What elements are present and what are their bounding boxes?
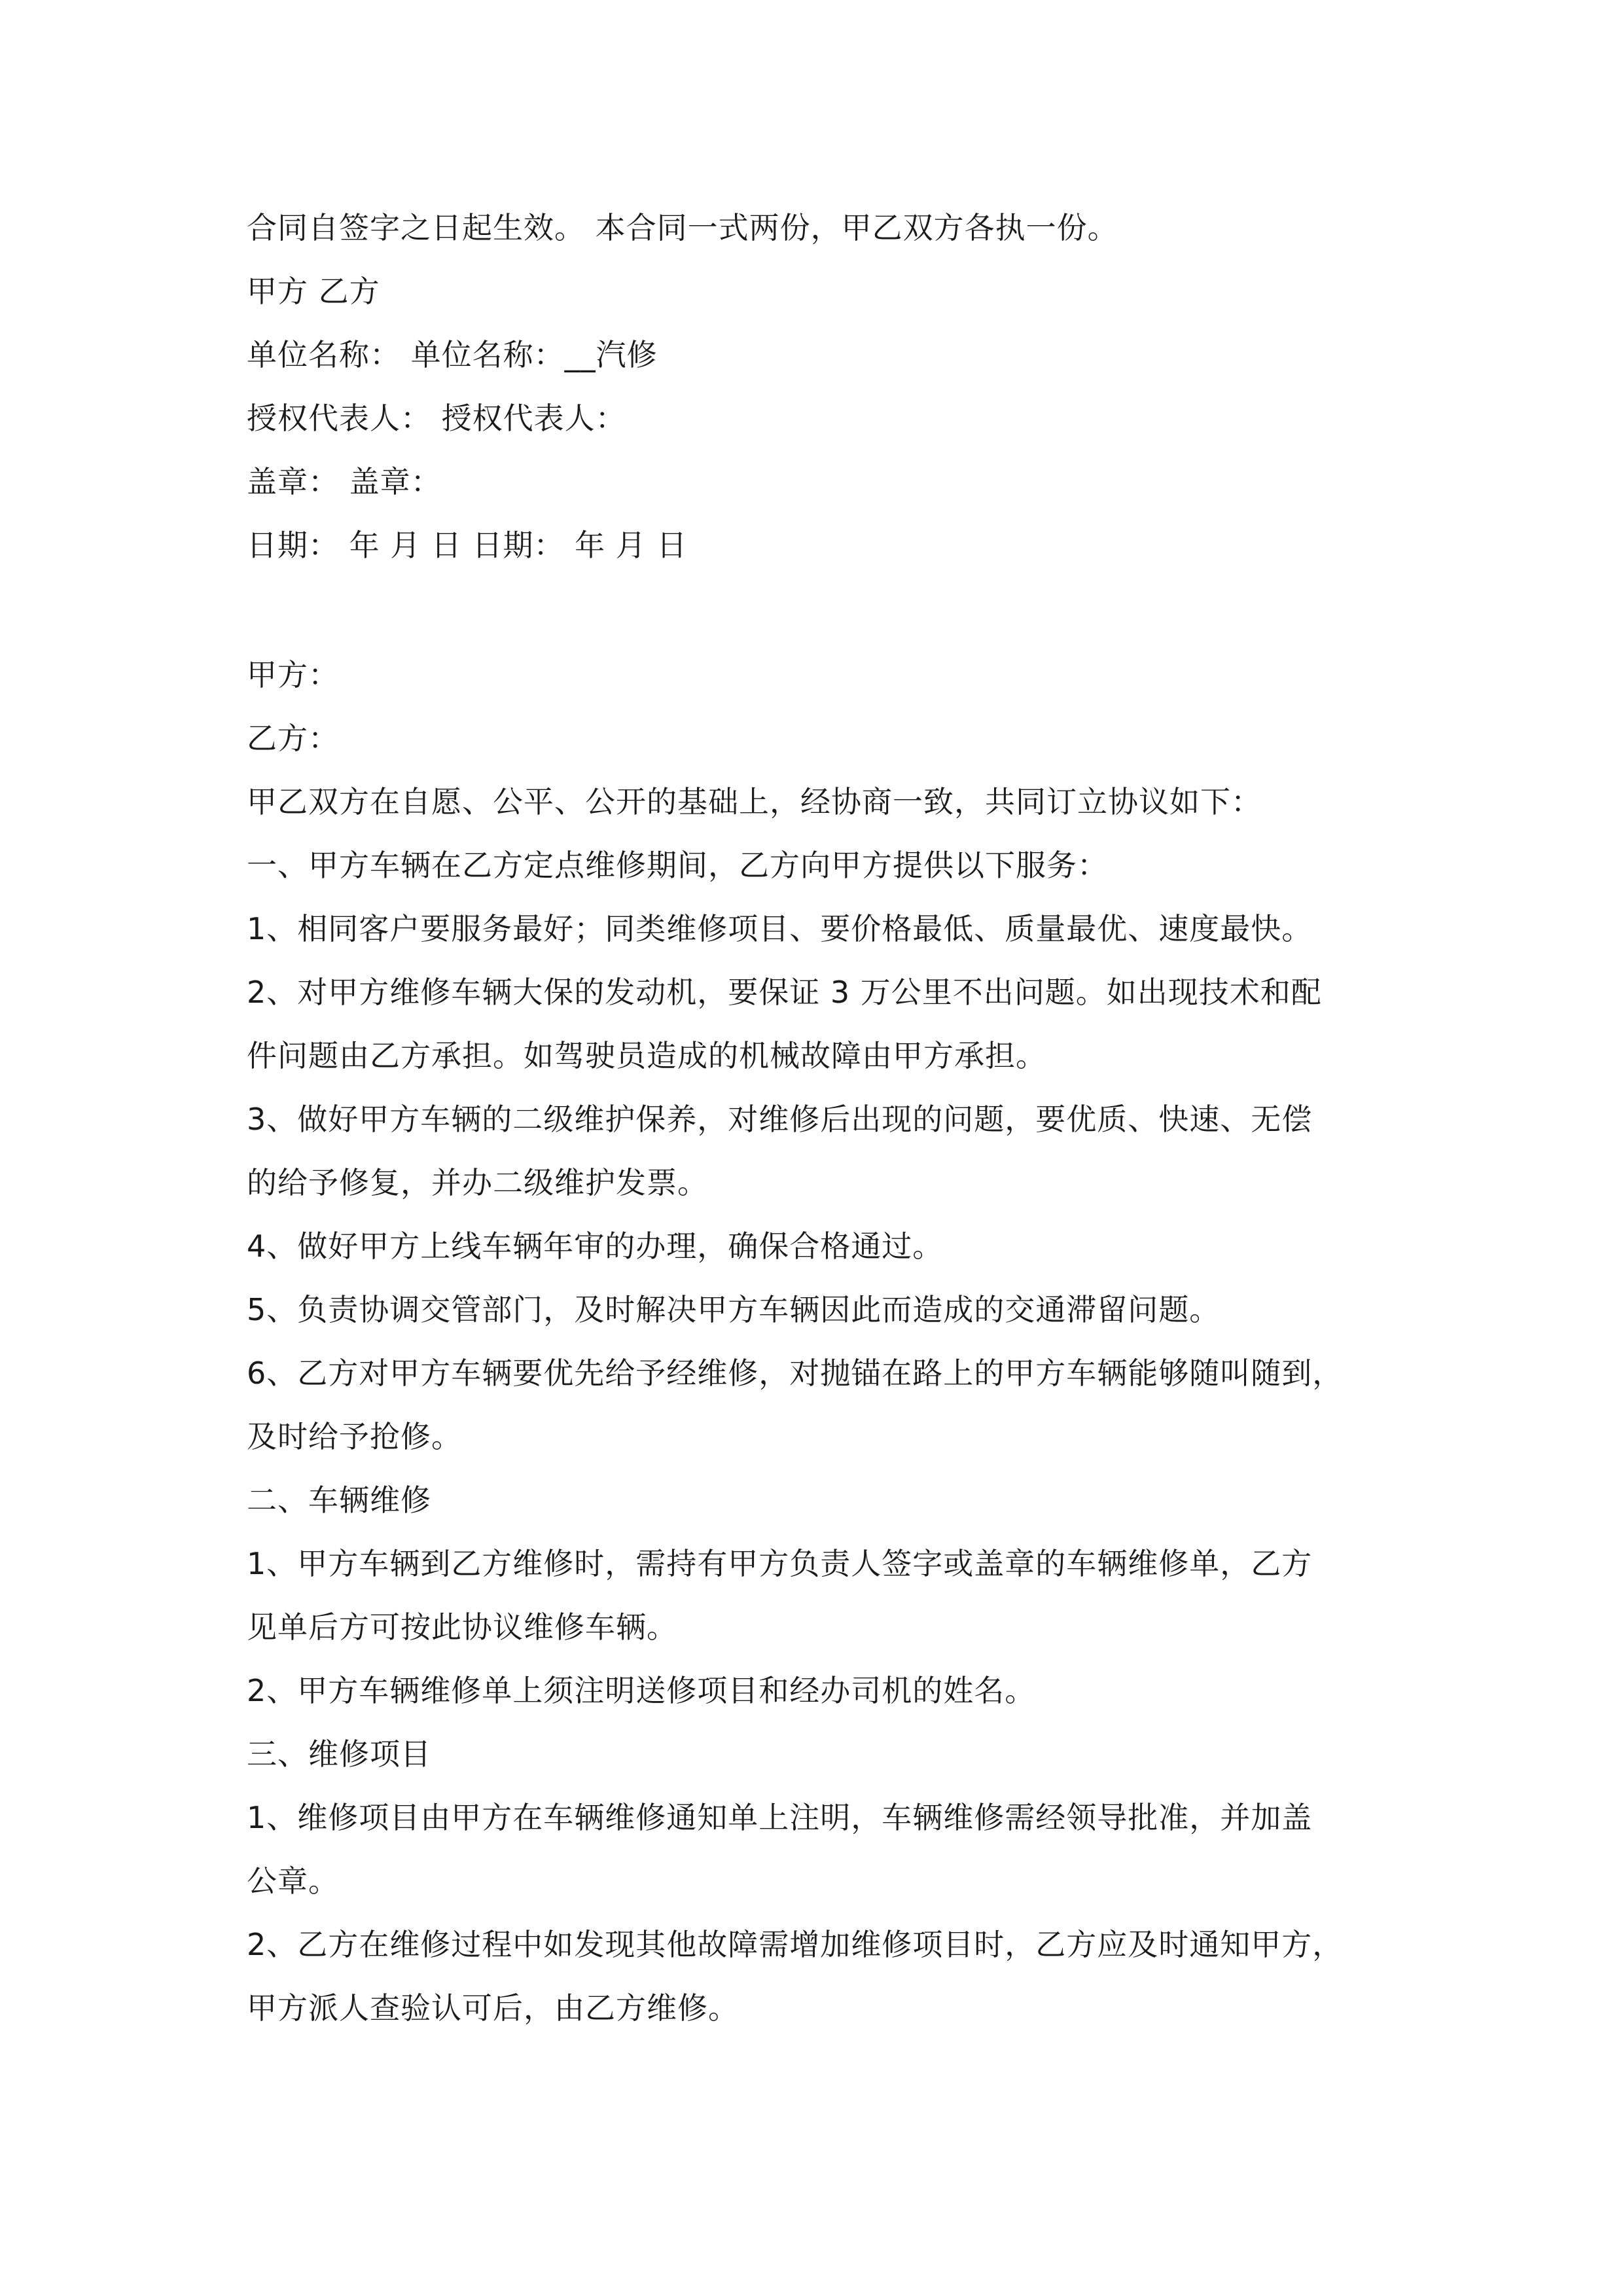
agreement-body: [247, 643, 1399, 2040]
party-a-line: 甲方：: [247, 657, 339, 692]
seal-line: 盖章： 盖章：: [247, 464, 442, 499]
agreement-line: 4、做好甲方上线车辆年审的办理，确保合格通过。: [247, 1229, 944, 1264]
agreement-line: 5、负责协调交管部门，及时解决甲方车辆因此而造成的交通滞留问题。: [247, 1292, 1221, 1327]
agreement-line: 一、甲方车辆在乙方定点维修期间，乙方向甲方提供以下服务：: [247, 848, 1108, 883]
agreement-line: 1、维修项目由甲方在车辆维修通知单上注明，车辆维修需经领导批准，并加盖: [247, 1800, 1313, 1835]
agreement-line: 2、甲方车辆维修单上须注明送修项目和经办司机的姓名。: [247, 1673, 1036, 1708]
effective-clause: 合同自签字之日起生效。 本合同一式两份，甲乙双方各执一份。: [247, 210, 1118, 245]
agreement-line: 1、相同客户要服务最好；同类维修项目、要价格最低、质量最优、速度最快。: [247, 911, 1313, 946]
party-b-line: 乙方：: [247, 721, 339, 756]
signature-block: [247, 196, 1399, 577]
agreement-line: 2、对甲方维修车辆大保的发动机，要保证 3 万公里不出问题。如出现技术和配: [247, 975, 1322, 1010]
section-heading: 三、维修项目: [247, 1736, 431, 1772]
agreement-line: 甲方派人查验认可后，由乙方维修。: [247, 1990, 739, 2026]
agreement-line: 6、乙方对甲方车辆要优先给予经维修，对抛锚在路上的甲方车辆能够随叫随到，: [247, 1355, 1344, 1391]
agreement-line: 件问题由乙方承担。如驾驶员造成的机械故障由甲方承担。: [247, 1038, 1046, 1073]
agreement-line: 3、做好甲方车辆的二级维护保养，对维修后出现的问题，要优质、快速、无偿: [247, 1102, 1313, 1137]
agreement-line: 公章。: [247, 1863, 339, 1899]
unit-name-line: 单位名称： 单位名称：__汽修: [247, 337, 658, 372]
agreement-line: 见单后方可按此协议维修车辆。: [247, 1609, 677, 1645]
date-line: 日期： 年 月 日 日期： 年 月 日: [247, 528, 688, 563]
agreement-intro: 甲乙双方在自愿、公平、公开的基础上，经协商一致，共同订立协议如下：: [247, 784, 1262, 819]
agreement-line: 2、乙方在维修过程中如发现其他故障需增加维修项目时，乙方应及时通知甲方，: [247, 1927, 1344, 1962]
section-heading: 二、车辆维修: [247, 1482, 431, 1518]
representative-line: 授权代表人： 授权代表人：: [247, 401, 626, 436]
agreement-line: 及时给予抢修。: [247, 1419, 462, 1454]
parties-header: 甲方 乙方: [247, 274, 380, 309]
agreement-line: 的给予修复，并办二级维护发票。: [247, 1165, 708, 1200]
agreement-line: 1、甲方车辆到乙方维修时，需持有甲方负责人签字或盖章的车辆维修单，乙方: [247, 1546, 1313, 1581]
